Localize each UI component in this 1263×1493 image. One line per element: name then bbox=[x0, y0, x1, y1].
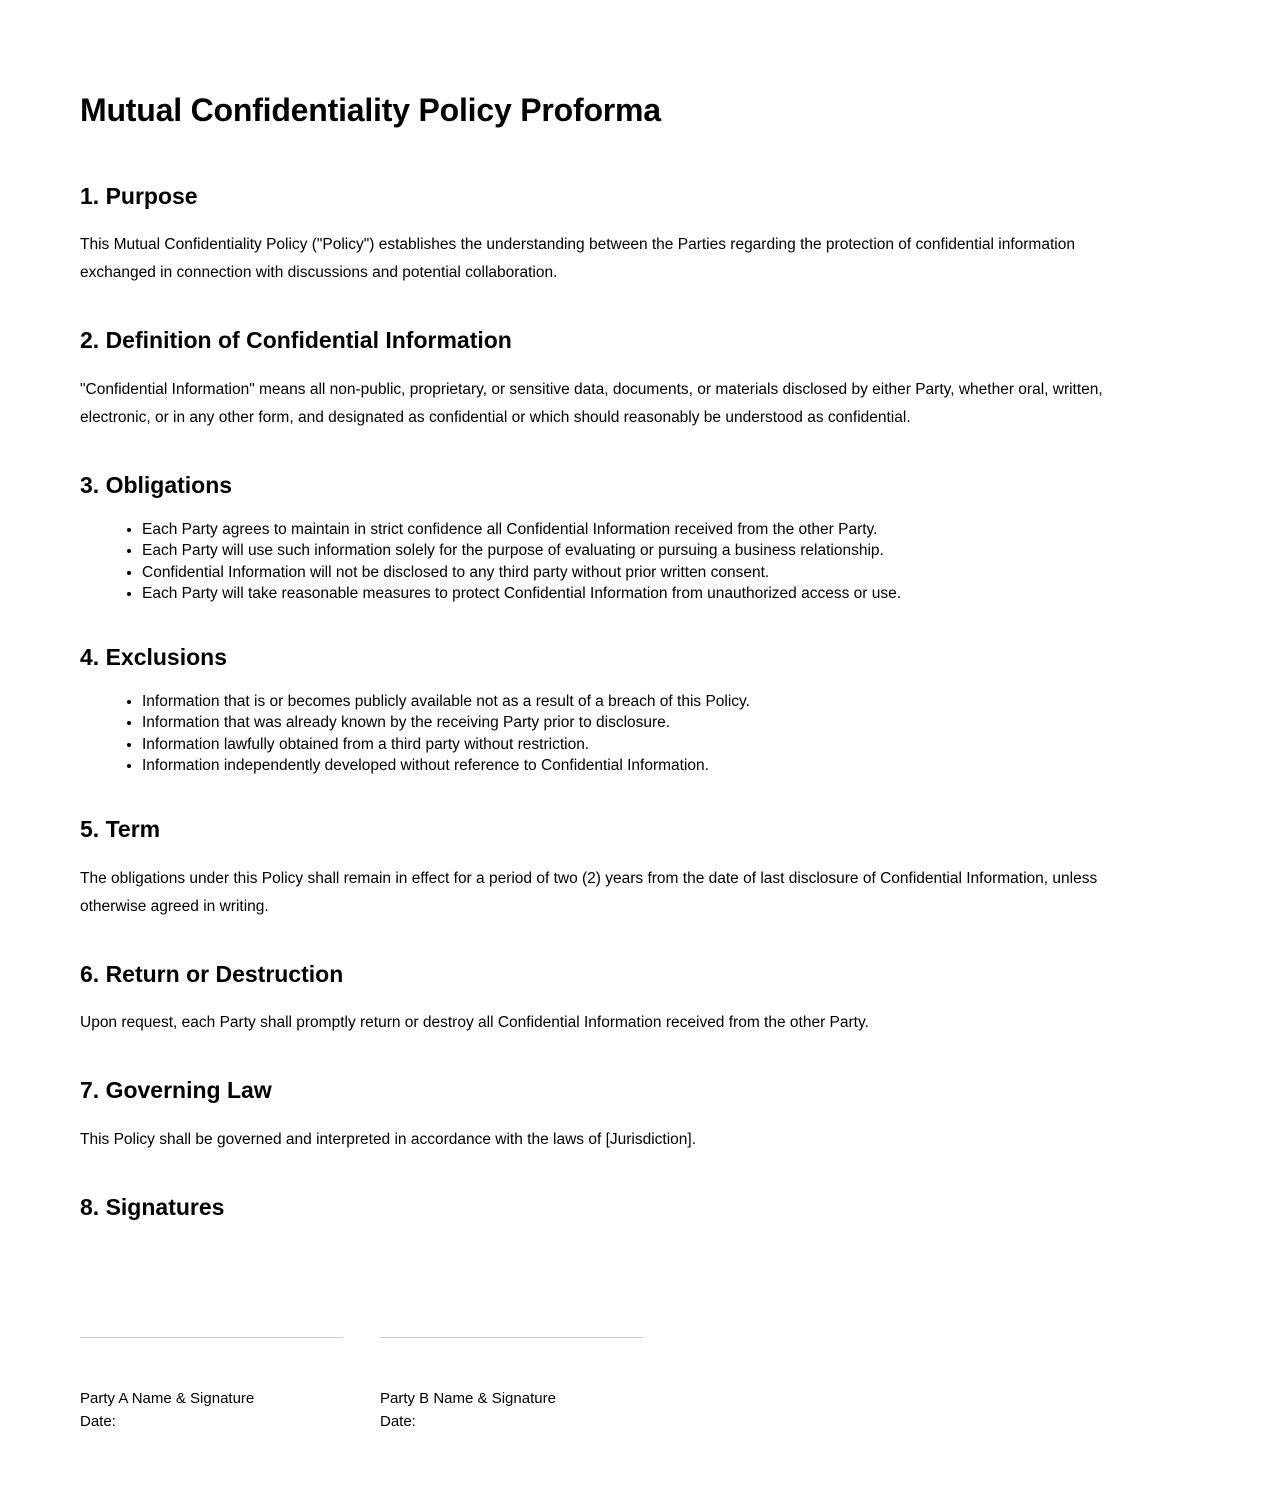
section-heading-purpose: 1. Purpose bbox=[80, 182, 198, 209]
signature-spacer bbox=[80, 1242, 1183, 1337]
section-exclusions bbox=[80, 644, 1183, 776]
signature-caption-party-b: Party B Name & Signature bbox=[380, 1390, 556, 1408]
section-paragraph-governing-law: This Policy shall be governed and interpreted in accordance with the laws of [Jurisdiction]. bbox=[80, 1130, 697, 1148]
signature-block-party-a bbox=[80, 1337, 343, 1433]
section-definition bbox=[80, 327, 1183, 432]
section-heading-term: 5. Term bbox=[80, 815, 161, 842]
section-heading-governing-law: 7. Governing Law bbox=[80, 1077, 272, 1104]
exclusions-list bbox=[80, 693, 1183, 776]
section-term bbox=[80, 816, 1183, 921]
signature-line-party-a[interactable] bbox=[80, 1337, 343, 1338]
section-return-or-destruction bbox=[80, 961, 1183, 1038]
list-item: • Each Party will take reasonable measures to protect Confidential Information from unauthorized access or use. bbox=[142, 585, 1183, 604]
list-item: • Each Party agrees to maintain in strict confidence all Confidential Information received from the other Party. bbox=[142, 521, 1183, 540]
section-heading-exclusions: 4. Exclusions bbox=[80, 643, 228, 670]
list-item: • Information that is or becomes publicly available not as a result of a breach of this Policy. bbox=[142, 693, 1183, 712]
section-paragraph-return-or-destruction: Upon request, each Party shall promptly return or destroy all Confidential Information received from the other Party. bbox=[80, 1014, 869, 1032]
signature-date-label-party-b: Date: bbox=[380, 1413, 416, 1431]
section-heading-signatures: 8. Signatures bbox=[80, 1193, 225, 1220]
list-item: • Confidential Information will not be disclosed to any third party without prior written consent. bbox=[142, 564, 1183, 583]
signature-block-party-b bbox=[380, 1337, 643, 1433]
list-item: • Information that was already known by the receiving Party prior to disclosure. bbox=[142, 714, 1183, 733]
signature-caption-party-a: Party A Name & Signature bbox=[80, 1390, 255, 1408]
section-paragraph-definition: "Confidential Information" means all non-public, proprietary, or sensitive data, documents, or materials disclosed by either Party, whether oral, written, electronic, or in any other form, and designated as confidential or which should reasonably be understood as confidential. bbox=[80, 380, 1103, 426]
section-heading-obligations: 3. Obligations bbox=[80, 471, 233, 498]
section-signatures bbox=[80, 1194, 1183, 1434]
section-heading-definition: 2. Definition of Confidential Information bbox=[80, 327, 512, 354]
page-title: Mutual Confidentiality Policy Proforma bbox=[80, 92, 661, 128]
section-heading-return-or-destruction: 6. Return or Destruction bbox=[80, 960, 344, 987]
list-item: • Each Party will use such information solely for the purpose of evaluating or pursuing a business relationship. bbox=[142, 542, 1183, 561]
obligations-list bbox=[80, 521, 1183, 604]
signature-row bbox=[80, 1337, 1183, 1433]
signature-line-party-b[interactable] bbox=[380, 1337, 643, 1338]
section-paragraph-purpose: This Mutual Confidentiality Policy ("Policy") establishes the understanding between the Parties regarding the protection of confidential information exchanged in connection with discussions and potential collaboration. bbox=[80, 236, 1075, 282]
section-obligations bbox=[80, 472, 1183, 604]
list-item: • Information independently developed without reference to Confidential Information. bbox=[142, 757, 1183, 776]
section-paragraph-term: The obligations under this Policy shall remain in effect for a period of two (2) years from the date of last disclosure of Confidential Information, unless otherwise agreed in writing. bbox=[80, 869, 1098, 915]
section-purpose bbox=[80, 183, 1183, 288]
section-governing-law bbox=[80, 1077, 1183, 1154]
signature-area bbox=[80, 1242, 1183, 1433]
list-item: • Information lawfully obtained from a third party without restriction. bbox=[142, 736, 1183, 755]
signature-date-label-party-a: Date: bbox=[80, 1413, 116, 1431]
